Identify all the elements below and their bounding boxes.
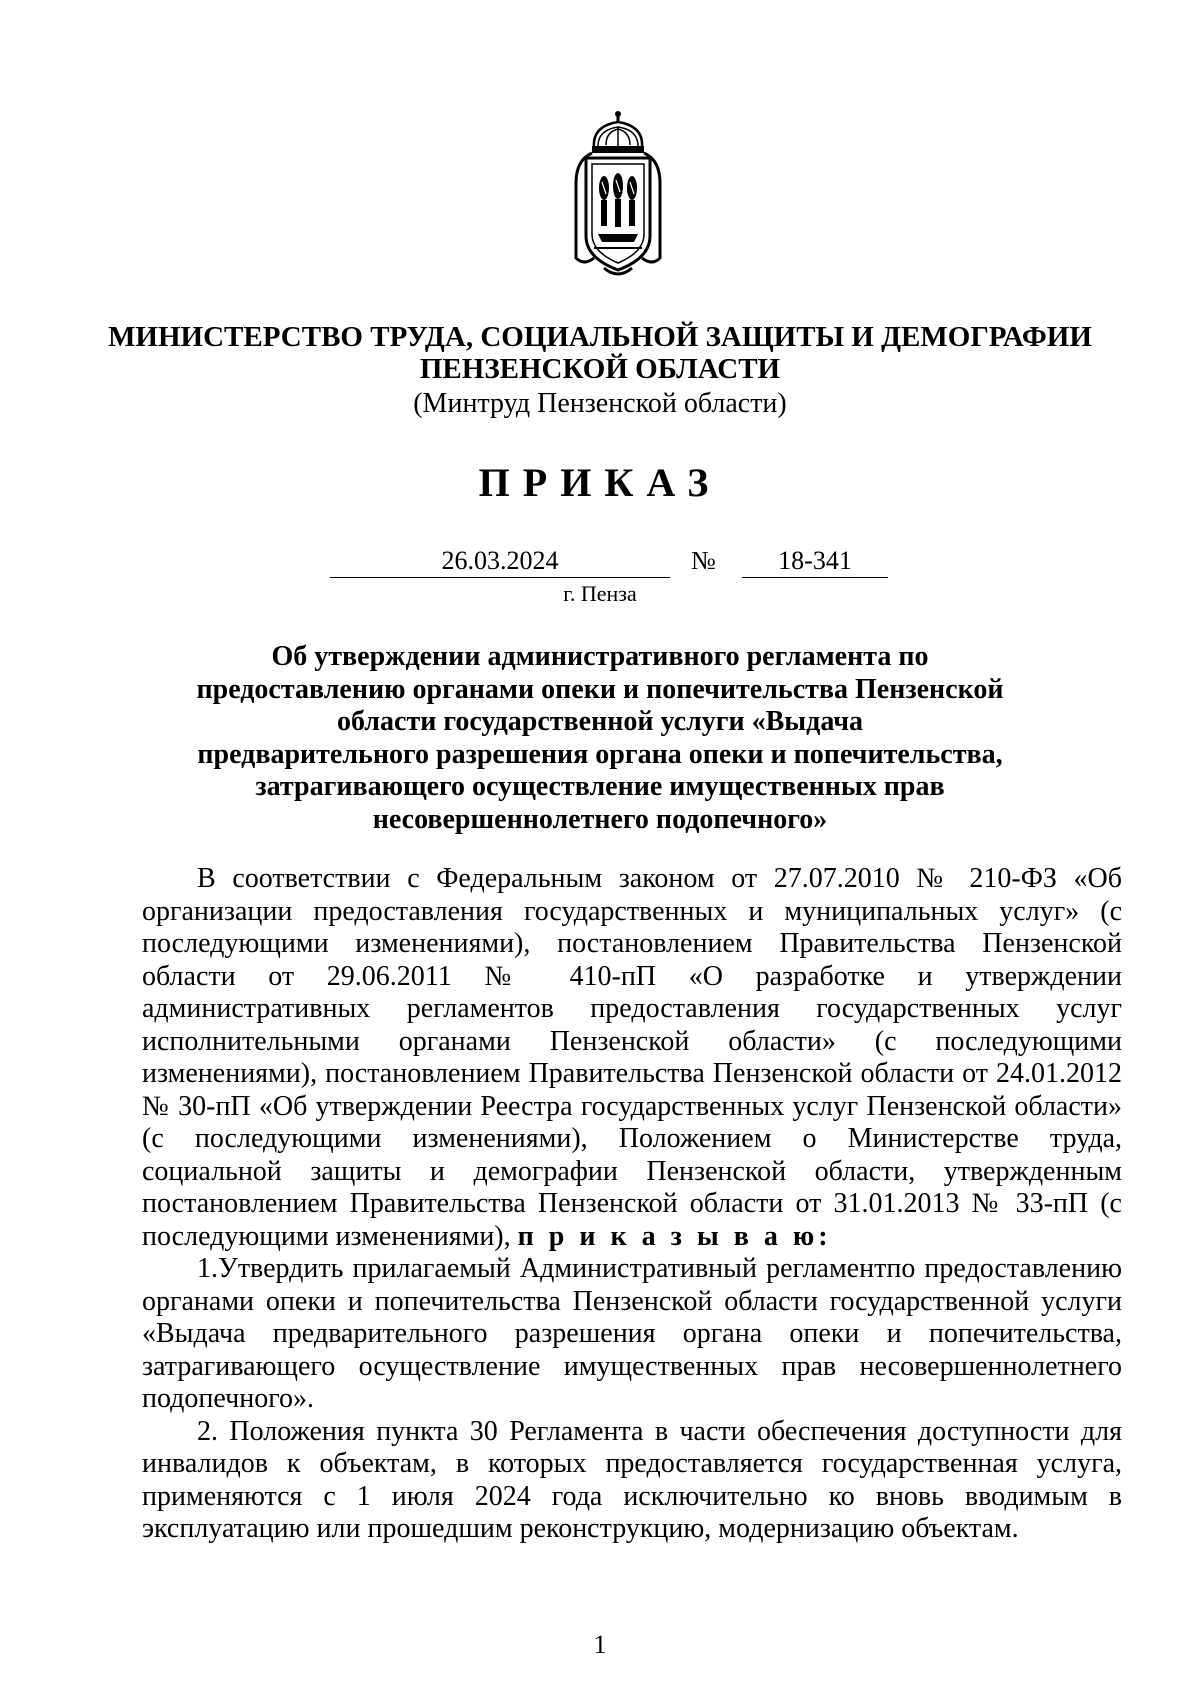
order-number: 18-341 — [778, 546, 852, 575]
title-line: затрагивающего осуществление имущественных прав — [255, 771, 945, 802]
title-line: области государственной услуги «Выдача — [337, 706, 863, 737]
date-underline — [330, 577, 670, 578]
ministry-name-line1: МИНИСТЕРСТВО ТРУДА, СОЦИАЛЬНОЙ ЗАЩИТЫ И ДЕМОГРАФИИ — [108, 321, 1092, 353]
title-line: Об утверждении административного регламента по — [271, 641, 929, 672]
document-type-heading: ПРИКАЗ — [478, 460, 722, 505]
ministry-name-line2: ПЕНЗЕНСКОЙ ОБЛАСТИ — [419, 353, 781, 385]
ministry-short-name: (Минтруд Пензенской области) — [413, 388, 787, 419]
preamble-text: В соответствии с Федеральным законом от 27.07.2010 № 210-ФЗ «Об организации предоставления государственных и муниципальных услуг» (с последующими изменениями), постановлением Правительства Пензенской области от 29.06.2011 № 410-пП «О разработке и утверждении административных регламентов предоставления государственных услуг исполнительными органами Пензенской области» (с последующими изменениями), постановлением Правительства Пензенской области от 24.01.2012 № 30-пП «Об утверждении Реестра государственных услуг Пензенской области» (с последующими изменениями), Положением о Министерстве труда, социальной защиты и демографии Пензенской области, утвержденным постановлением Правительства Пензенской области от 31.01.2013 № 33-пП (с последующими изменениями), — [142, 863, 1122, 1252]
title-line: предоставлению органами опеки и попечительства Пензенской — [196, 673, 1004, 705]
issue-city: г. Пенза — [563, 581, 637, 606]
order-date: 26.03.2024 — [441, 546, 559, 575]
item-1-paragraph: 1.Утвердить прилагаемый Административный регламентпо предоставлению органами опеки и попечительства Пензенской области государственной услуги «Выдача предварительного разрешения органа опеки и попечительства, затрагивающего осуществление имущественных прав несовершеннолетнего подопечного». — [142, 1253, 1122, 1414]
document-title — [140, 641, 1060, 836]
title-line: несовершеннолетнего подопечного» — [372, 803, 828, 835]
title-line: предварительного разрешения органа опеки и попечительства, — [197, 738, 1003, 770]
preamble-paragraph — [142, 863, 1122, 1253]
number-underline — [742, 577, 888, 578]
coat-of-arms-icon — [564, 108, 672, 283]
number-sign: № — [691, 546, 716, 575]
page-number: 1 — [593, 1630, 607, 1659]
document-body — [142, 863, 1122, 1546]
order-word: п р и к а з ы в а ю: — [517, 1220, 832, 1252]
item-2-paragraph: 2. Положения пункта 30 Регламента в части обеспечения доступности для инвалидов к объектам, в которых предоставляется государственная услуга, применяются с 1 июля 2024 года исключительно ко вновь вводимым в эксплуатацию или прошедшим реконструкцию, модернизацию объектам. — [142, 1415, 1122, 1544]
